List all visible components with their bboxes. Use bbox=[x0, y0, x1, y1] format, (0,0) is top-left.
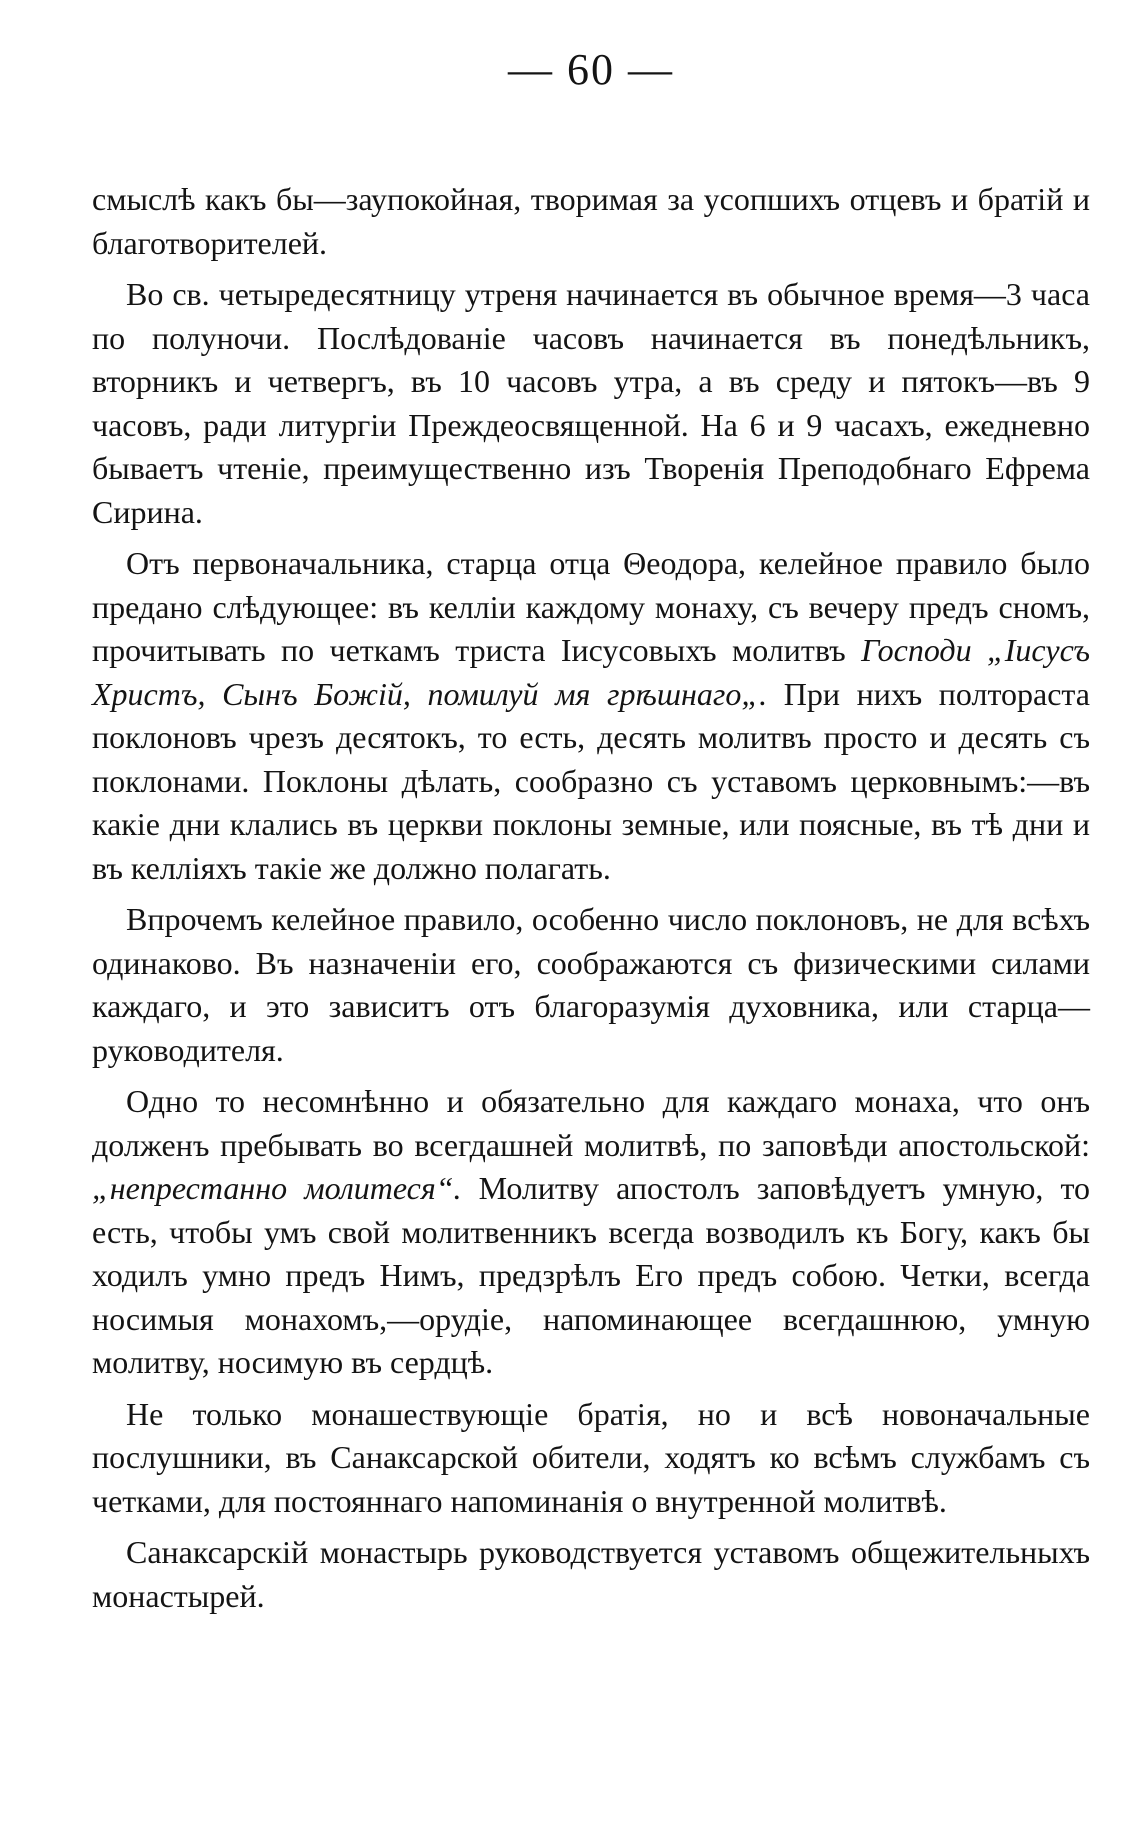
text-run: Не только монашествующіе братія, но и всѣ новоначальные послушники, въ Санаксарской обители, ходятъ ко всѣмъ службамъ съ четками, для постояннаго напоминанія о внутренной молитвѣ. bbox=[92, 1395, 1090, 1519]
paragraph bbox=[92, 1080, 1090, 1385]
paragraph bbox=[92, 273, 1090, 534]
text-run: Во св. четыредесятницу утреня начинается въ обычное время—3 часа по полуночи. Послѣдованіе часовъ начинается въ понедѣльникъ, вторникъ и четвергъ, въ 10 часовъ утра, а въ среду и пятокъ—въ 9 часовъ, ради литургіи Преждеосвященной. На 6 и 9 часахъ, ежедневно бываетъ чтеніе, преимущественно изъ Творенія Преподобнаго Ефрема Сирина. bbox=[92, 276, 1090, 530]
text-run: Впрочемъ келейное правило, особенно число поклоновъ, не для всѣхъ одинаково. Въ назначеніи его, соображаются съ физическими силами каждаго, и это зависитъ отъ благоразумія духовника, или старца—руководителя. bbox=[92, 901, 1090, 1068]
paragraph bbox=[92, 1393, 1090, 1524]
body-text bbox=[92, 178, 1090, 1618]
page-number: — 60 — bbox=[508, 45, 674, 94]
paragraph bbox=[92, 898, 1090, 1072]
paragraph bbox=[92, 1531, 1090, 1618]
text-run: При нихъ полтораста поклоновъ чрезъ десятокъ, то есть, десять молитвъ просто и десять съ поклонами. Поклоны дѣлать, сообразно съ уставомъ церковнымъ:—въ какіе дни клались въ церкви поклоны земные, или поясные, въ тѣ дни и въ келліяхъ такіе же должно полагать. bbox=[92, 675, 1091, 886]
text-run: смыслѣ какъ бы—заупокойная, творимая за усопшихъ отцевъ и братій и благотворителей. bbox=[92, 181, 1090, 261]
paragraph bbox=[92, 178, 1090, 265]
italic-text: Господи „Іисусъ Христъ, Сынъ Божій, помилуй мя грѣшнаго„. bbox=[92, 632, 1091, 712]
text-run: Отъ первоначальника, старца отца Θеодора, келейное правило было предано слѣдующее: въ келліи каждому монаху, съ вечеру предъ сномъ, прочитывать по четкамъ триста Іисусовыхъ молитвъ bbox=[92, 545, 1090, 668]
paragraph bbox=[92, 542, 1090, 890]
document-page bbox=[92, 40, 1090, 1626]
text-run: Санаксарскій монастырь руководствуется уставомъ общежительныхъ монастырей. bbox=[92, 1534, 1090, 1614]
text-run: Молитву апостолъ заповѣдуетъ умную, то есть, чтобы умъ свой молитвенникъ всегда возводилъ къ Богу, какъ бы ходилъ умно предъ Нимъ, предзрѣлъ Его предъ собою. Четки, всегда носимыя монахомъ,—орудіе, напоминающее всегдашнюю, умную молитву, носимую въ сердцѣ. bbox=[92, 1170, 1091, 1380]
italic-text: „непрестанно молитеся“. bbox=[92, 1170, 462, 1206]
text-run: Одно то несомнѣнно и обязательно для каждаго монаха, что онъ долженъ пребывать во всегдашней молитвѣ, по заповѣди апостольской: bbox=[92, 1083, 1090, 1163]
